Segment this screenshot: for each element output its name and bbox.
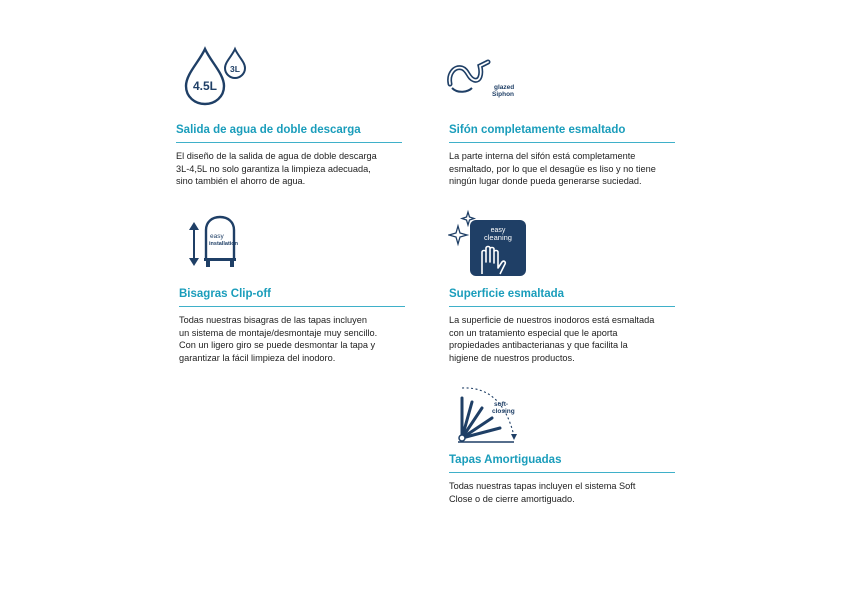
- surface-label-1: easy: [490, 227, 506, 234]
- feature-title: Salida de agua de doble descarga: [176, 124, 361, 136]
- siphon-label-2: Siphon: [492, 91, 515, 98]
- siphon-label-1: glazed: [494, 84, 515, 91]
- description-line: Con un ligero giro se puede desmontar la tapa y: [179, 340, 376, 351]
- description-line: propiedades antibacterianas y que facilita la: [449, 340, 628, 351]
- feature-title: Bisagras Clip-off: [179, 288, 272, 300]
- water-drops-icon: [180, 46, 252, 106]
- description-line: garantizar la fácil limpieza del inodoro.: [179, 352, 336, 363]
- title-underline: [449, 306, 675, 307]
- siphon-icon: [446, 58, 526, 100]
- description-line: Close o de cierre amortiguado.: [449, 493, 575, 504]
- soft-closing-icon: [456, 384, 528, 446]
- description-line: ningún lugar donde pueda generarse suciedad.: [449, 176, 642, 187]
- soft-label-1: soft-: [494, 401, 509, 408]
- hinge-label-1: easy: [210, 233, 224, 240]
- description-line: Todas nuestras tapas incluyen el sistema Soft: [449, 481, 636, 491]
- drop-small-label: 3L: [230, 64, 240, 74]
- drop-big-label: 4.5L: [192, 79, 218, 93]
- title-underline: [179, 306, 405, 307]
- feature-title: Tapas Amortiguadas: [449, 454, 562, 466]
- description-line: Todas nuestras bisagras de las tapas incluyen: [179, 315, 367, 325]
- hinge-icon: [184, 212, 250, 272]
- description-line: La parte interna del sifón está completamente: [449, 151, 636, 161]
- description-line: sino también el ahorro de agua.: [176, 176, 306, 187]
- surface-label-2: cleaning: [484, 233, 512, 242]
- feature-title: Sifón completamente esmaltado: [449, 124, 626, 136]
- description-line: El diseño de la salida de agua de doble descarga: [176, 151, 377, 161]
- description-line: con un tratamiento especial que le aporta: [449, 327, 618, 338]
- description-line: La superficie de nuestros inodoros está esmaltada: [449, 315, 655, 325]
- feature-description: [179, 314, 377, 364]
- description-line: higiene de nuestros productos.: [449, 352, 575, 363]
- soft-label-2: closing: [492, 408, 515, 415]
- feature-description: [449, 150, 656, 188]
- title-underline: [176, 142, 402, 143]
- description-line: 3L-4,5L no solo garantiza la limpieza adecuada,: [176, 163, 371, 174]
- description-line: un sistema de montaje/desmontaje muy sencillo.: [179, 327, 378, 338]
- description-line: esmaltado, por lo que el desagüe es liso y no tiene: [449, 163, 656, 174]
- feature-title: Superficie esmaltada: [449, 288, 565, 300]
- title-underline: [449, 142, 675, 143]
- feature-description: [176, 150, 377, 188]
- easy-cleaning-hand-icon: [448, 208, 530, 280]
- feature-description: [449, 314, 654, 364]
- hinge-label-2: installation: [209, 241, 239, 247]
- title-underline: [449, 472, 675, 473]
- feature-description: [449, 480, 635, 505]
